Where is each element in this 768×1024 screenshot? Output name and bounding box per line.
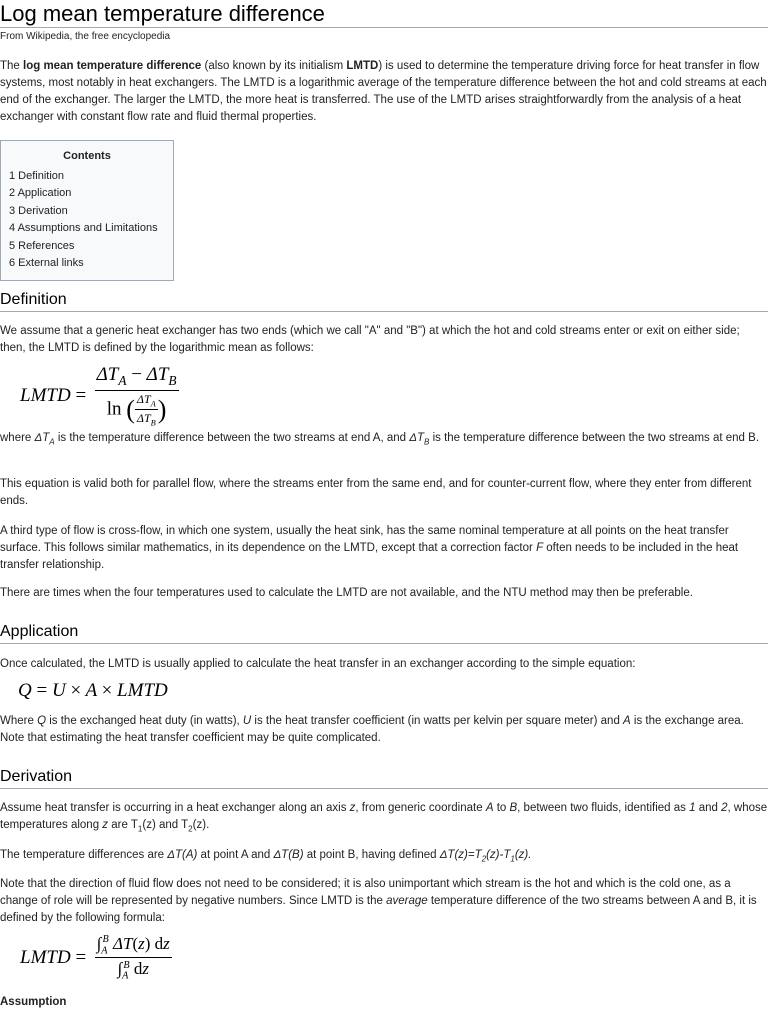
definition-paragraph-4: A third type of flow is cross-flow, in which one system, usually the heat sink, has the same nominal temperature at all points on the heat transfer surface. This follows similar mathematics, in its dependence on the LMTD, except that a correction factor F often needs to be included in the heat transfer relationship. [0, 525, 739, 571]
derivation-paragraph-1: Assume heat transfer is occurring in a heat exchanger along an axis z, from generic coordinate A to B, between two fluids, identified as 1 and 2, whose temperatures along z are $T_1(z)$ and $T_2(z)$. [0, 802, 768, 834]
intro-paragraph: The log mean temperature difference (also known by its initialism LMTD) is used to determine the temperature driving force for heat transfer in flow systems, most notably in heat exchangers. The LMTD is a logarithmic average of the temperature difference between the hot and cold streams at each end of the exchanger. The larger the LMTD, the more heat is transferred. The use of the LMTD arises straightforwardly from the analysis of a heat exchanger with constant flow rate and fluid thermal properties. [0, 60, 767, 123]
integral-fraction: $\frac{\int_A^B \Delta T(z) dz}{\int_A^B dz}$ [96, 934, 170, 982]
heading-application: Application [0, 621, 768, 644]
heat-transfer-equation: Q = U × A × LMTD [18, 680, 168, 701]
page-title: Log mean temperature difference [0, 0, 768, 28]
toc-item-derivation[interactable]: 3 Derivation [9, 204, 68, 217]
tagline: From Wikipedia, the free encyclopedia [0, 31, 171, 42]
toc-item-application[interactable]: 2 Application [9, 187, 72, 200]
derivation-paragraph-2: The temperature differences are ΔT(A) at point A and ΔT(B) at point B, having defined $\Delta T(z)=T_2(z)-T_1(z)$. [0, 849, 532, 864]
toc-item-external-links[interactable]: 6 External links [9, 257, 84, 270]
derivation-paragraph-3: Note that the direction of fluid flow does not need to be considered; it is also unimportant which stream is the hot and which is the cold one, as a change of role will be represented by negative numbers. Since LMTD is the average temperature difference of the two streams between A and B, it is defined by the following formula: [0, 878, 757, 924]
heading-definition: Definition [0, 289, 768, 312]
heading-derivation: Derivation [0, 766, 768, 789]
toc-item-definition[interactable]: 1 Definition [9, 170, 65, 182]
integral-equation: LMTD = $\frac{\int_A^B \Delta T(z) dz}{\int_A^B dz}$ [20, 934, 170, 982]
toc-item-assumptions[interactable]: 4 Assumptions and Limitations [9, 222, 158, 235]
section-application [0, 621, 768, 644]
definition-paragraph-2: where $\Delta T_A$ is the temperature difference between the two streams at end A, and $\Delta T_B$ is the temperature difference between the two streams at end B. [0, 432, 760, 447]
assumption-heading: Assumption [0, 996, 67, 1008]
equation-fraction: $\Delta T_A - \Delta T_B$ ln ( $\frac{\Delta T_A}{\Delta T_B}$ ) [96, 364, 177, 428]
toc-item-references[interactable]: 5 References [9, 239, 75, 252]
definition-paragraph-5: There are times when the four temperatures used to calculate the LMTD are not available, and the NTU method may then be preferable. [0, 587, 693, 599]
application-paragraph-1: Once calculated, the LMTD is usually applied to calculate the heat transfer in an exchanger according to the simple equation: [0, 658, 636, 670]
equation-lhs: LMTD = [20, 384, 87, 406]
lmtd-equation [20, 364, 768, 428]
toc-list [9, 168, 173, 272]
application-paragraph-2: Where Q is the exchanged heat duty (in watts), U is the heat transfer coefficient (in watts per kelvin per square meter) and A is the exchange area. Note that estimating the heat transfer coefficient may be quite complicated. [0, 715, 744, 744]
toc-title: Contents [63, 150, 111, 162]
definition-paragraph-1: We assume that a generic heat exchanger has two ends (which we call "A" and "B") at which the hot and cold streams enter or exit on either side; then, the LMTD is defined by the logarithmic mean as follows: [0, 325, 740, 354]
definition-paragraph-3: This equation is valid both for parallel flow, where the streams enter from the same end, and for counter-current flow, where they enter from different ends. [0, 478, 752, 507]
table-of-contents [0, 140, 174, 281]
section-derivation [0, 766, 768, 789]
section-definition [0, 289, 768, 312]
